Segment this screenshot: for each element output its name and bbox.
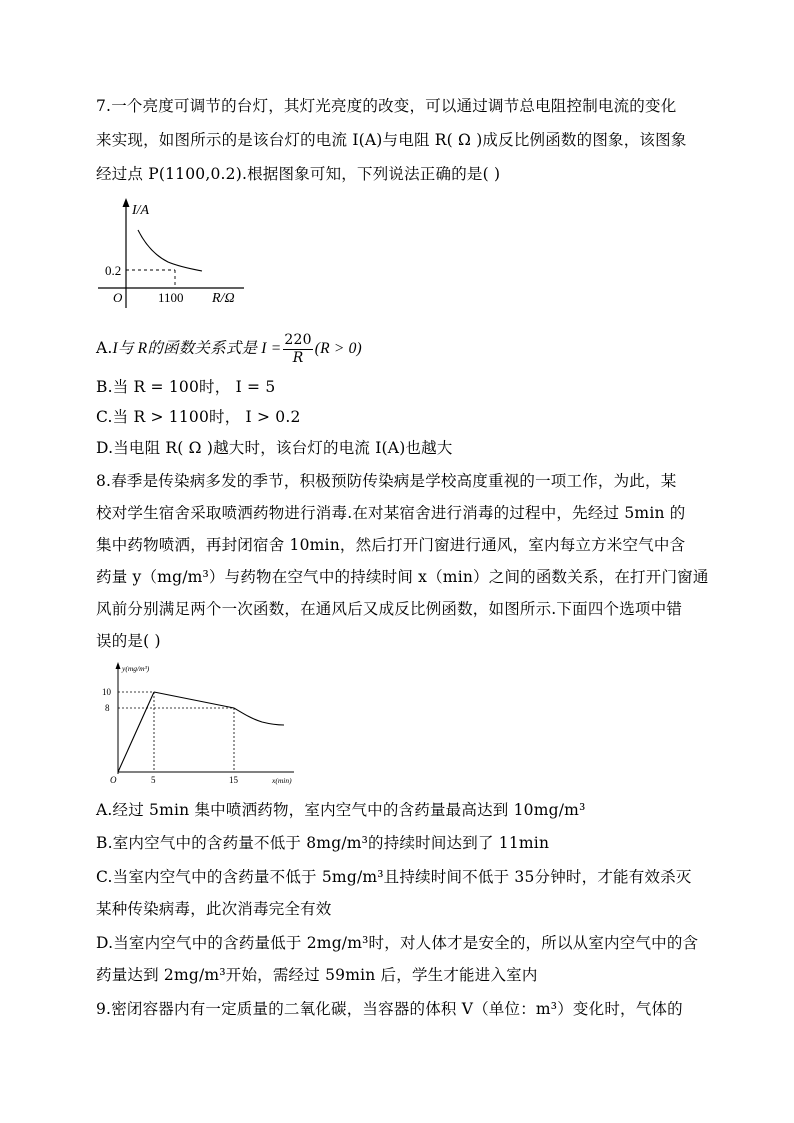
q7-option-a-prefix: A. bbox=[96, 339, 113, 357]
q8-curve bbox=[234, 708, 284, 725]
q8-y-tick-8: 8 bbox=[105, 703, 110, 713]
q8-y-axis-label: y(mg/m³) bbox=[122, 664, 150, 673]
q8-stem-line-1: 8.春季是传染病多发的季节，积极预防传染病是学校高度重视的一项工作，为此，某 bbox=[96, 472, 677, 490]
q7-stem-line-3: 经过点 P(1100,0.2).根据图象可知，下列说法正确的是( ) bbox=[96, 165, 501, 183]
q8-decline-segment bbox=[154, 692, 234, 708]
q8-y-tick-10: 10 bbox=[102, 687, 111, 697]
q7-option-a-numerator: 220 bbox=[284, 331, 312, 348]
q8-option-a: A.经过 5min 集中喷洒药物，室内空气中的含药量最高达到 10mg/m³ bbox=[96, 801, 586, 819]
q8-stem-line-2: 校对学生宿舍采取喷洒药物进行消毒.在对某宿舍进行消毒的过程中，先经过 5min 的 bbox=[96, 504, 686, 522]
q7-x-axis-label: R/Ω bbox=[212, 291, 235, 306]
q8-stem-line-6: 误的是( ) bbox=[96, 632, 161, 650]
q7-curve bbox=[138, 230, 202, 271]
q8-stem-line-4: 药量 y（mg/m³）与药物在空气中的持续时间 x（min）之间的函数关系，在打开门窗通 bbox=[96, 568, 709, 586]
q7-y-tick: 0.2 bbox=[105, 263, 122, 278]
q8-stem-line-3: 集中药物喷洒，再封闭宿舍 10min，然后打开门窗进行通风，室内每立方米空气中含 bbox=[96, 536, 686, 554]
q8-rise-segment bbox=[118, 692, 154, 772]
q8-option-b: B.室内空气中的含药量不低于 8mg/m³的持续时间达到了 11min bbox=[96, 834, 550, 852]
q8-option-c-line-2: 某种传染病毒，此次消毒完全有效 bbox=[96, 900, 332, 918]
q7-stem-line-2: 来实现，如图所示的是该台灯的电流 I(A)与电阻 R( Ω )成反比例函数的图象，该图象 bbox=[96, 131, 687, 149]
q8-stem-line-5: 风前分别满足两个一次函数，在通风后又成反比例函数，如图所示.下面四个选项中错 bbox=[96, 600, 683, 618]
q7-x-tick: 1100 bbox=[158, 290, 184, 305]
q7-option-a-text: I与 R的函数关系式是 I = bbox=[112, 340, 282, 357]
q7-origin-label: O bbox=[113, 290, 123, 305]
q8-option-d-line-2: 药量达到 2mg/m³开始，需经过 59min 后，学生才能进入室内 bbox=[96, 966, 538, 984]
q8-graph bbox=[94, 660, 304, 788]
q8-option-d-line-1: D.当室内空气中的含药量低于 2mg/m³时，对人体才是安全的，所以从室内空气中的含 bbox=[96, 934, 699, 952]
q8-origin-label: O bbox=[110, 775, 117, 785]
q7-option-a bbox=[96, 331, 696, 367]
q7-option-a-suffix: (R > 0) bbox=[314, 340, 362, 357]
q8-x-tick-5: 5 bbox=[151, 775, 156, 785]
q7-stem-line-1: 7.一个亮度可调节的台灯，其灯光亮度的改变，可以通过调节总电阻控制电流的变化 bbox=[96, 97, 677, 115]
q7-option-a-denominator: R bbox=[292, 349, 304, 366]
q8-x-tick-15: 15 bbox=[229, 775, 238, 785]
q7-graph bbox=[94, 196, 254, 312]
q8-x-axis-label: x(min) bbox=[272, 776, 292, 785]
q7-option-a-fraction bbox=[283, 332, 312, 367]
q9-stem-line-1: 9.密闭容器内有一定质量的二氧化碳，当容器的体积 V（单位：m³）变化时，气体的 bbox=[96, 1000, 683, 1018]
q7-option-b: B.当 R = 100时， I = 5 bbox=[96, 378, 276, 396]
q7-y-axis-arrow bbox=[123, 198, 130, 207]
q7-option-d: D.当电阻 R( Ω )越大时，该台灯的电流 I(A)也越大 bbox=[96, 439, 453, 457]
q7-option-c: C.当 R > 1100时， I > 0.2 bbox=[96, 408, 301, 426]
q7-y-axis-label: I/A bbox=[132, 203, 150, 218]
q8-option-c-line-1: C.当室内空气中的含药量不低于 5mg/m³且持续时间不低于 35分钟时，才能有效杀灭 bbox=[96, 868, 692, 886]
q8-y-axis-arrow bbox=[116, 662, 121, 669]
